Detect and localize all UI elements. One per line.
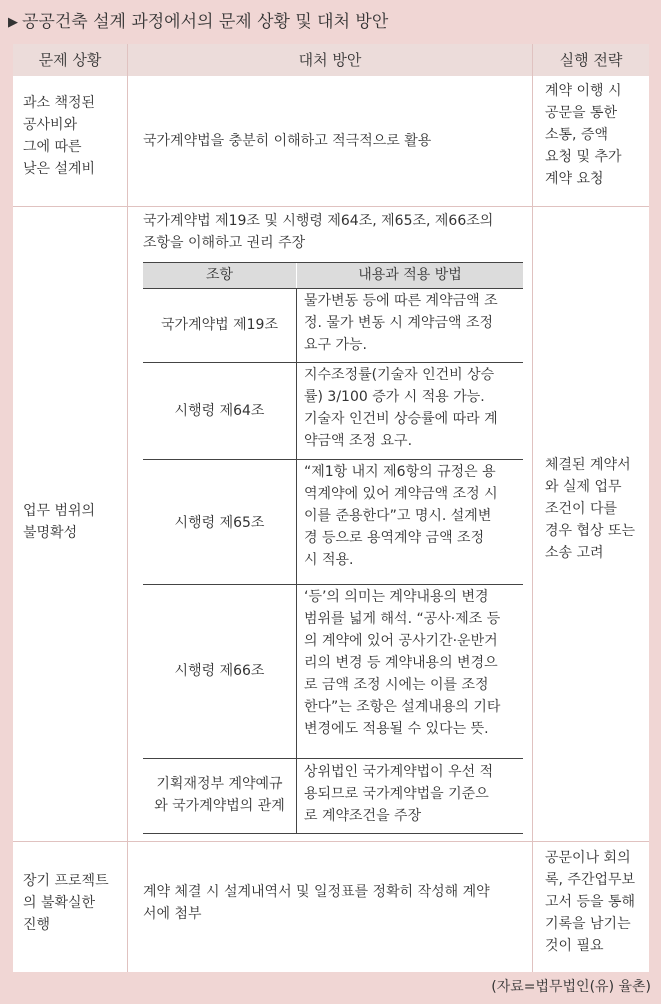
clause-name: 시행령 제65조 — [174, 515, 265, 531]
row1-strategy: 계약 이행 시 공문을 통한 소통, 증액 요청 및 추가 계약 요청 — [545, 83, 622, 187]
table-border — [143, 362, 523, 363]
row3-problem: 장기 프로젝트 의 불확실한 진행 — [23, 873, 109, 933]
table-border — [143, 262, 523, 263]
triangle-bullet-icon: ▶ — [8, 15, 18, 30]
column-divider — [532, 44, 533, 972]
table-border — [143, 758, 523, 759]
table-border — [143, 459, 523, 460]
source-credit: (자료=법무법인(유) 율촌) — [491, 979, 651, 995]
row-divider — [13, 841, 649, 842]
issue-table — [13, 44, 649, 972]
row2-solution: 국가계약법 제19조 및 시행령 제64조, 제65조, 제66조의 조항을 이해하고 권리 주장 — [143, 213, 494, 251]
row3-solution: 계약 체결 시 설계내역서 및 일정표를 정확히 작성해 계약 서에 첨부 — [143, 884, 490, 922]
clause-name: 국가계약법 제19조 — [161, 317, 278, 333]
clause-content: ‘등’의 의미는 계약내용의 변경 범위를 넓게 해석. “공사·제조 등 의 계약에 있어 공사기간·운반거 리의 변경 등 계약내용의 변경으 로 금액 조정 시에는 이를 조정 한다”는 조항은 설계내용의 기타 변경에도 적용될 수 있다는 뜻. — [304, 589, 501, 737]
clause-name: 시행령 제66조 — [174, 663, 265, 679]
row2-strategy: 체결된 계약서 와 실제 업무 조건이 다를 경우 협상 또는 소송 고려 — [545, 457, 636, 561]
row-divider — [13, 206, 649, 207]
table-border — [143, 584, 523, 585]
clause-header: 조항 — [143, 262, 296, 288]
table-border — [143, 833, 523, 834]
page-title: ▶ 공공건축 설계 과정에서의 문제 상황 및 대처 방안 — [8, 12, 389, 32]
table-border — [296, 288, 297, 834]
content-header: 내용과 적용 방법 — [297, 262, 523, 288]
row1-problem: 과소 책정된 공사비와 그에 따른 낮은 설계비 — [23, 95, 96, 177]
clause-content: 상위법인 국가계약법이 우선 적 용되므로 국가계약법을 기준으 로 계약조건을 주장 — [304, 764, 494, 824]
clause-content: “제1항 내지 제6항의 규정은 용 역계약에 있어 계약금액 조정 시 이를 준용한다”고 명시. 설계변 경 등으로 용역계약 금액 조정 시 적용. — [304, 464, 498, 568]
header-problem: 문제 상황 — [13, 44, 127, 76]
row2-problem: 업무 범위의 불명확성 — [23, 503, 96, 541]
clause-content: 지수조정률(기술자 인건비 상승 률) 3/100 증가 시 적용 가능. 기술자 인건비 상승률에 따라 계 약금액 조정 요구. — [304, 367, 498, 449]
row3-strategy: 공문이나 회의 록, 주간업무보 고서 등을 통해 기록을 남기는 것이 필요 — [545, 850, 636, 954]
clause-name: 기획재정부 계약예규 와 국가계약법의 관계 — [154, 776, 285, 814]
clause-table — [143, 262, 523, 834]
clause-content: 물가변동 등에 따른 계약금액 조 정. 물가 변동 시 계약금액 조정 요구 가능. — [304, 293, 498, 353]
header-solution: 대처 방안 — [128, 44, 532, 76]
clause-name: 시행령 제64조 — [174, 403, 265, 419]
table-border — [143, 288, 523, 289]
column-divider — [127, 44, 128, 972]
row1-solution: 국가계약법을 충분히 이해하고 적극적으로 활용 — [143, 133, 432, 149]
header-strategy: 실행 전략 — [533, 44, 649, 76]
